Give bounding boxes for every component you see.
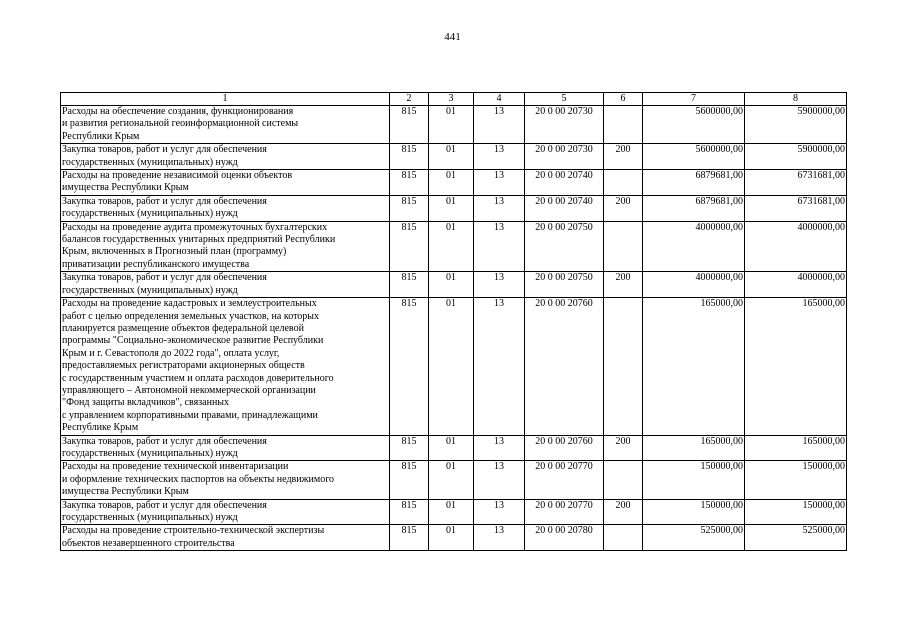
row-code-5: 20 0 00 20760 xyxy=(525,298,604,435)
table-row xyxy=(61,461,847,499)
row-amount-7: 150000,00 xyxy=(643,499,745,525)
table-row xyxy=(61,525,847,551)
table-row xyxy=(61,170,847,196)
row-code-2: 815 xyxy=(390,272,429,298)
row-code-5: 20 0 00 20770 xyxy=(525,461,604,499)
row-code-3: 01 xyxy=(429,525,474,551)
row-description: Закупка товаров, работ и услуг для обеспечения государственных (муниципальных) нужд xyxy=(61,195,390,221)
table-row xyxy=(61,298,847,435)
row-description: Закупка товаров, работ и услуг для обеспечения государственных (муниципальных) нужд xyxy=(61,499,390,525)
column-header-4: 4 xyxy=(474,93,525,106)
table-row xyxy=(61,195,847,221)
row-amount-8: 5900000,00 xyxy=(745,144,847,170)
row-description: Расходы на проведение строительно-технической экспертизы объектов незавершенного строительства xyxy=(61,525,390,551)
row-code-5: 20 0 00 20780 xyxy=(525,525,604,551)
row-code-2: 815 xyxy=(390,461,429,499)
row-amount-8: 165000,00 xyxy=(745,298,847,435)
row-code-4: 13 xyxy=(474,170,525,196)
row-amount-7: 4000000,00 xyxy=(643,272,745,298)
row-code-3: 01 xyxy=(429,298,474,435)
row-amount-8: 150000,00 xyxy=(745,499,847,525)
column-header-7: 7 xyxy=(643,93,745,106)
row-code-4: 13 xyxy=(474,272,525,298)
row-code-5: 20 0 00 20740 xyxy=(525,195,604,221)
row-description: Расходы на проведение технической инвентаризации и оформление технических паспортов на объекты недвижимого имущества Республики Крым xyxy=(61,461,390,499)
row-amount-8: 5900000,00 xyxy=(745,106,847,144)
row-amount-8: 6731681,00 xyxy=(745,195,847,221)
row-code-4: 13 xyxy=(474,435,525,461)
row-amount-8: 150000,00 xyxy=(745,461,847,499)
row-code-6: 200 xyxy=(604,435,643,461)
row-code-2: 815 xyxy=(390,170,429,196)
row-code-5: 20 0 00 20760 xyxy=(525,435,604,461)
column-header-6: 6 xyxy=(604,93,643,106)
row-amount-8: 6731681,00 xyxy=(745,170,847,196)
row-amount-8: 4000000,00 xyxy=(745,272,847,298)
row-amount-8: 4000000,00 xyxy=(745,221,847,272)
table-row xyxy=(61,106,847,144)
row-code-4: 13 xyxy=(474,221,525,272)
row-amount-7: 165000,00 xyxy=(643,298,745,435)
row-code-4: 13 xyxy=(474,461,525,499)
row-code-6 xyxy=(604,298,643,435)
row-code-3: 01 xyxy=(429,170,474,196)
row-description: Закупка товаров, работ и услуг для обеспечения государственных (муниципальных) нужд xyxy=(61,272,390,298)
table-row xyxy=(61,435,847,461)
row-amount-7: 6879681,00 xyxy=(643,170,745,196)
row-code-5: 20 0 00 20730 xyxy=(525,106,604,144)
row-code-3: 01 xyxy=(429,435,474,461)
column-header-5: 5 xyxy=(525,93,604,106)
row-code-5: 20 0 00 20740 xyxy=(525,170,604,196)
row-code-3: 01 xyxy=(429,221,474,272)
table-row xyxy=(61,499,847,525)
row-code-5: 20 0 00 20750 xyxy=(525,221,604,272)
row-code-4: 13 xyxy=(474,144,525,170)
row-amount-7: 4000000,00 xyxy=(643,221,745,272)
row-code-6: 200 xyxy=(604,499,643,525)
table-row xyxy=(61,272,847,298)
row-amount-7: 6879681,00 xyxy=(643,195,745,221)
header-row xyxy=(61,93,847,106)
row-code-5: 20 0 00 20750 xyxy=(525,272,604,298)
table-row xyxy=(61,144,847,170)
row-code-6 xyxy=(604,170,643,196)
row-code-6 xyxy=(604,106,643,144)
row-code-6 xyxy=(604,525,643,551)
row-amount-7: 150000,00 xyxy=(643,461,745,499)
page-number: 441 xyxy=(444,31,461,43)
row-description: Расходы на проведение кадастровых и землеустроительных работ с целью определения земельных участков, на которых планируется размещение объектов федеральной целевой программы "Социально-экономическое развитие Республики Крым и г. Севастополя до 2022 года", оплата услуг, предоставляемых регистраторами акционерных обществ с государственным участием и оплата расходов доверительного управляющего – Автономной некоммерческой организации "Фонд защиты вкладчиков", связанных с управлением корпоративными правами, принадлежащими Республике Крым xyxy=(61,298,390,435)
row-amount-7: 525000,00 xyxy=(643,525,745,551)
row-code-4: 13 xyxy=(474,106,525,144)
row-code-2: 815 xyxy=(390,499,429,525)
row-code-2: 815 xyxy=(390,298,429,435)
row-description: Расходы на обеспечение создания, функционирования и развития региональной геоинформационной системы Республики Крым xyxy=(61,106,390,144)
row-code-2: 815 xyxy=(390,221,429,272)
row-code-6 xyxy=(604,221,643,272)
row-code-4: 13 xyxy=(474,195,525,221)
row-code-2: 815 xyxy=(390,195,429,221)
row-code-3: 01 xyxy=(429,272,474,298)
row-code-5: 20 0 00 20770 xyxy=(525,499,604,525)
row-code-6: 200 xyxy=(604,272,643,298)
row-code-6: 200 xyxy=(604,195,643,221)
row-code-2: 815 xyxy=(390,144,429,170)
table-row xyxy=(61,221,847,272)
row-description: Расходы на проведение аудита промежуточных бухгалтерских балансов государственных унитарных предприятий Республики Крым, включенных в Прогнозный план (программу) приватизации республиканского имущества xyxy=(61,221,390,272)
row-code-4: 13 xyxy=(474,298,525,435)
row-description: Закупка товаров, работ и услуг для обеспечения государственных (муниципальных) нужд xyxy=(61,144,390,170)
column-header-3: 3 xyxy=(429,93,474,106)
row-code-3: 01 xyxy=(429,106,474,144)
row-code-4: 13 xyxy=(474,525,525,551)
row-code-3: 01 xyxy=(429,461,474,499)
row-code-2: 815 xyxy=(390,435,429,461)
row-code-6: 200 xyxy=(604,144,643,170)
row-amount-7: 5600000,00 xyxy=(643,144,745,170)
column-header-8: 8 xyxy=(745,93,847,106)
column-header-2: 2 xyxy=(390,93,429,106)
row-code-5: 20 0 00 20730 xyxy=(525,144,604,170)
row-amount-7: 165000,00 xyxy=(643,435,745,461)
row-code-3: 01 xyxy=(429,499,474,525)
row-amount-7: 5600000,00 xyxy=(643,106,745,144)
row-description: Расходы на проведение независимой оценки объектов имущества Республики Крым xyxy=(61,170,390,196)
row-code-3: 01 xyxy=(429,195,474,221)
row-code-2: 815 xyxy=(390,525,429,551)
row-code-3: 01 xyxy=(429,144,474,170)
row-code-4: 13 xyxy=(474,499,525,525)
budget-table xyxy=(60,92,847,551)
row-code-2: 815 xyxy=(390,106,429,144)
row-amount-8: 165000,00 xyxy=(745,435,847,461)
row-description: Закупка товаров, работ и услуг для обеспечения государственных (муниципальных) нужд xyxy=(61,435,390,461)
row-amount-8: 525000,00 xyxy=(745,525,847,551)
column-header-1: 1 xyxy=(61,93,390,106)
row-code-6 xyxy=(604,461,643,499)
